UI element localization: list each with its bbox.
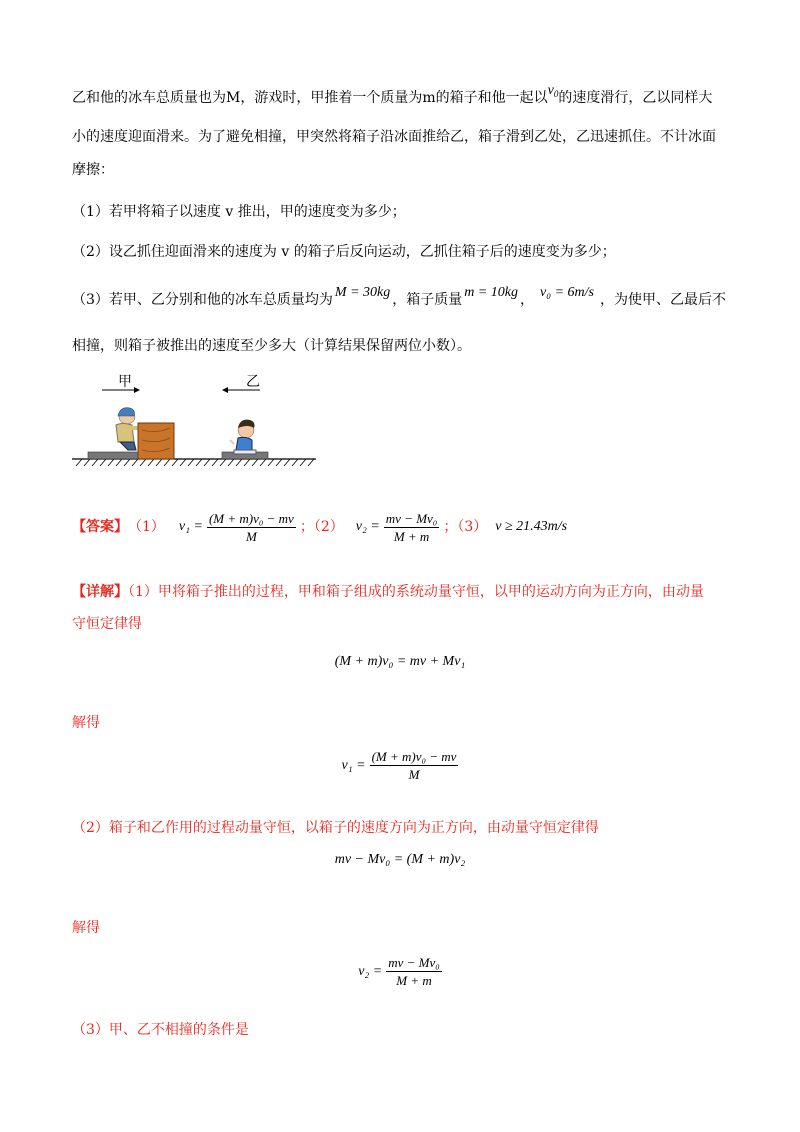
detail-step-1-text: （1）甲将箱子推出的过程，甲和箱子组成的系统动量守恒，以甲的运动方向为正方向，由动量 [128,584,704,600]
question-3-line-2: 相撞，则箱子被推出的速度至少多大（计算结果保留两位小数）。 [72,338,471,354]
q3-mass-m: m = 10kg [464,285,519,300]
figure-svg [70,370,320,470]
v0-symbol [548,83,559,98]
answer-2-numerator: mv − Mv₀ [385,510,438,526]
answer-1-numerator: (M + m)v₀ − mv [208,510,294,526]
q3-text-b: ，箱子质量 [392,292,463,308]
equation-2-fraction [370,748,459,783]
equation-4-denominator: M + m [396,973,432,988]
problem-line-3: 摩擦： [72,162,114,178]
arrow-right-head [134,387,140,393]
problem-line-1-tail: 的速度滑行，乙以同样大 [558,90,713,106]
q3-mass-M: M = 30kg [334,285,391,300]
answer-1-denominator: M [245,528,257,544]
figure-illustration [70,370,320,470]
ground-hatching [76,459,314,466]
q3-text-c: ， [520,292,535,308]
q3-speed-v0: v₀ = 6m/s [540,285,594,300]
problem-line-1-text: 乙和他的冰车总质量也为M，游戏时，甲推着一个质量为m的箱子和他一起以 [72,90,548,106]
answer-2-lhs: v₂ = [355,519,380,534]
left-sled [88,452,140,459]
problem-line-2: 小的速度迎面滑来。为了避免相撞，甲突然将箱子沿冰面推给乙，箱子滑到乙处，乙迅速抓住。不计冰面 [72,129,716,145]
question-1: （1）若甲将箱子以速度 v 推出，甲的速度变为多少； [72,204,406,220]
equation-4-numerator: mv − Mv₀ [388,955,440,970]
equation-4-fraction [386,954,442,989]
figure-label-jia: 甲 [118,374,132,390]
figure-label-yi: 乙 [246,374,260,390]
detail-line-2: 守恒定律得 [72,616,142,632]
answer-part-1-label: （1） [128,519,165,535]
kid-yi [230,420,256,454]
question-2: （2）设乙抓住迎面滑来的速度为 v 的箱子后反向运动，乙抓住箱子后的速度变为多少； [72,244,616,260]
answer-1-lhs: v₁ = [178,519,203,534]
equation-4 [0,954,800,989]
answer-tag: 【答案】 [72,519,128,535]
equation-3: mv − Mv₀ = (M + m)v₂ [334,852,466,867]
equation-2-numerator: (M + m)v₀ − mv [371,749,457,764]
problem-line-1 [72,83,713,112]
q3-text-d: ，为使甲、乙最后不 [600,292,726,308]
detail-tag: 【详解】 [72,584,128,600]
answer-1-fraction [207,510,296,545]
equation-1: (M + m)v₀ = mv + Mv₁ [334,654,466,669]
answer-3: v ≥ 21.43m/s [495,519,568,534]
solve-label-1: 解得 [72,715,100,731]
equation-2-lhs: v₁ = [341,757,366,773]
equation-2 [0,748,800,783]
answer-2-denominator: M + m [393,528,430,544]
equation-2-denominator: M [408,767,420,782]
answer-line [72,502,567,552]
kid-jia [116,408,138,450]
question-3-line-1 [72,285,726,311]
v0-letter: v [547,83,554,98]
equation-4-lhs: v₂ = [358,963,383,979]
arrow-left-head [222,387,228,393]
answer-2-fraction [384,510,440,545]
detail-step-2: （2）箱子和乙作用的过程动量守恒，以箱子的速度方向为正方向，由动量守恒定律得 [72,820,599,836]
answer-part-2-label: ；（2） [299,519,344,535]
q3-text-a: （3）若甲、乙分别和他的冰车总质量均为 [72,292,333,308]
detail-step-3: （3）甲、乙不相撞的条件是 [72,1022,249,1038]
v0-sub: 0 [553,89,559,99]
detail-line-1 [72,582,704,602]
solve-label-2: 解得 [72,920,100,936]
answer-part-3-label: ；（3） [443,519,488,535]
